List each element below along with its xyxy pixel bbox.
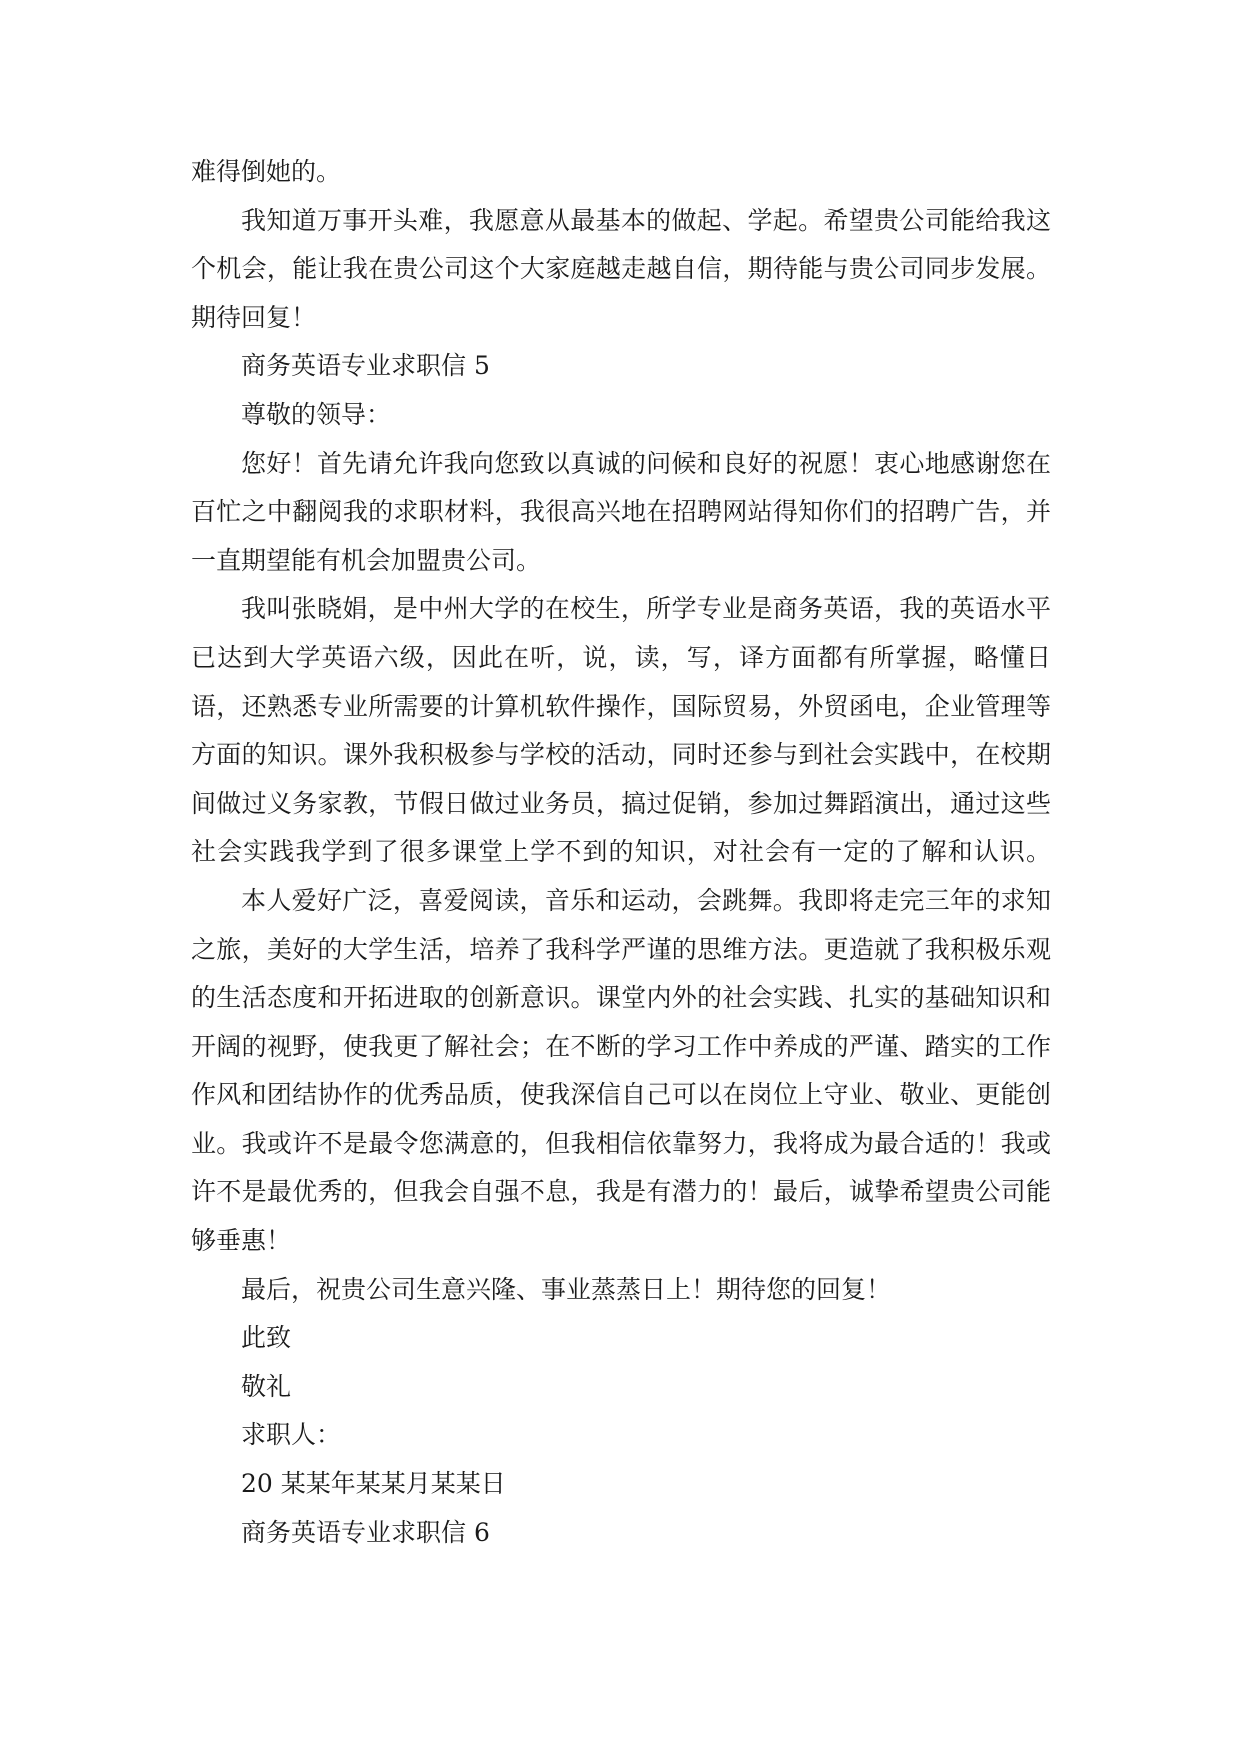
letter-body — [191, 148, 1051, 1557]
text-line: 本人爱好广泛，喜爱阅读，音乐和运动，会跳舞。我即将走完三年的求知 — [241, 885, 1051, 915]
text-line: 许不是最优秀的，但我会自强不息，我是有潜力的！最后，诚挚希望贵公司能 — [191, 1177, 1051, 1207]
text-line: 业。我或许不是最令您满意的，但我相信依靠努力，我将成为最合适的！我或 — [191, 1128, 1051, 1158]
text-line: 方面的知识。课外我积极参与学校的活动，同时还参与到社会实践中，在校期 — [191, 740, 1051, 770]
text-line: 商务英语专业求职信 6 — [241, 1517, 490, 1547]
text-line: 社会实践我学到了很多课堂上学不到的知识，对社会有一定的了解和认识。 — [191, 837, 1051, 867]
text-line: 我叫张晓娟，是中州大学的在校生，所学专业是商务英语，我的英语水平 — [241, 594, 1051, 624]
text-line: 您好！首先请允许我向您致以真诚的问候和良好的祝愿！衷心地感谢您在 — [241, 448, 1051, 478]
text-line: 20 某某年某某月某某日 — [241, 1469, 506, 1499]
text-line: 百忙之中翻阅我的求职材料，我很高兴地在招聘网站得知你们的招聘广告，并 — [191, 497, 1051, 527]
text-line: 间做过义务家教，节假日做过业务员，搞过促销，参加过舞蹈演出，通过这些 — [191, 788, 1051, 818]
text-line: 已达到大学英语六级，因此在听，说，读，写，译方面都有所掌握，略懂日 — [191, 642, 1051, 672]
text-line: 求职人： — [241, 1420, 342, 1450]
text-line: 我知道万事开头难，我愿意从最基本的做起、学起。希望贵公司能给我这 — [241, 205, 1051, 235]
text-line: 此致 — [241, 1323, 292, 1353]
text-line: 商务英语专业求职信 5 — [241, 351, 490, 381]
text-line: 个机会，能让我在贵公司这个大家庭越走越自信，期待能与贵公司同步发展。 — [191, 254, 1051, 284]
text-line: 作风和团结协作的优秀品质，使我深信自己可以在岗位上守业、敬业、更能创 — [191, 1080, 1051, 1110]
text-line: 够垂惠！ — [191, 1226, 292, 1256]
text-line: 最后，祝贵公司生意兴隆、事业蒸蒸日上！期待您的回复！ — [241, 1274, 892, 1304]
text-line: 的生活态度和开拓进取的创新意识。课堂内外的社会实践、扎实的基础知识和 — [191, 983, 1051, 1013]
text-line: 开阔的视野，使我更了解社会；在不断的学习工作中养成的严谨、踏实的工作 — [191, 1031, 1051, 1061]
text-line: 一直期望能有机会加盟贵公司。 — [191, 545, 542, 575]
text-line: 敬礼 — [241, 1371, 292, 1401]
text-line: 尊敬的领导： — [241, 399, 392, 429]
text-line: 难得倒她的。 — [191, 157, 342, 186]
text-line: 期待回复！ — [191, 302, 317, 332]
text-line: 语，还熟悉专业所需要的计算机软件操作，国际贸易，外贸函电，企业管理等 — [191, 691, 1051, 721]
text-line: 之旅，美好的大学生活，培养了我科学严谨的思维方法。更造就了我积极乐观 — [191, 934, 1051, 964]
